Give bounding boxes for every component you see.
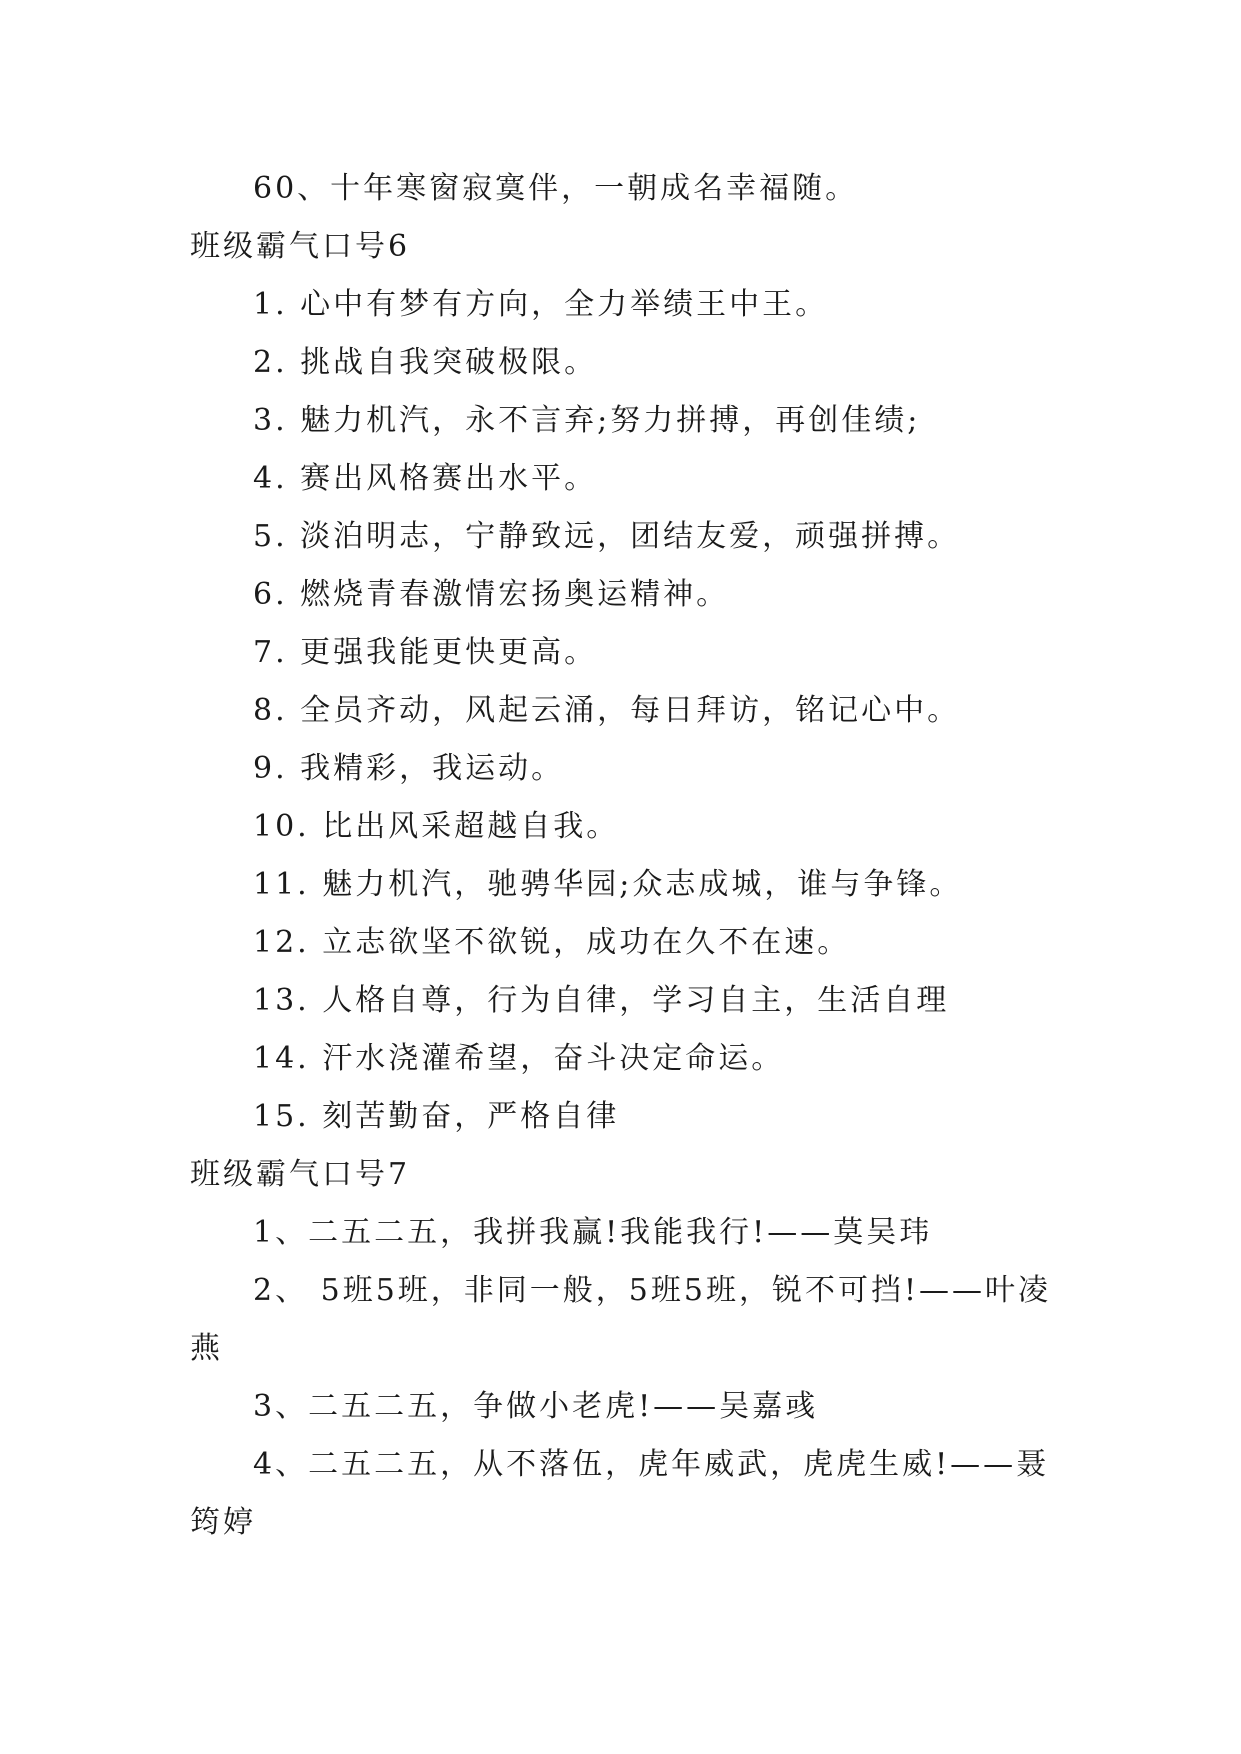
slogan-item: 14. 汗水浇灌希望，奋斗决定命运。 <box>253 1041 785 1076</box>
document-body <box>190 160 1055 1552</box>
section-heading: 班级霸气口号6 <box>190 229 411 264</box>
slogan-item: 12. 立志欲坚不欲锐，成功在久不在速。 <box>253 925 851 960</box>
slogan-item: 9. 我精彩，我运动。 <box>253 751 565 786</box>
slogan-item: 7. 更强我能更快更高。 <box>253 635 598 670</box>
slogan-item: 10. 比出风采超越自我。 <box>253 809 620 844</box>
slogan-item: 11. 魅力机汽，驰骋华园;众志成城，谁与争锋。 <box>253 867 963 902</box>
slogan-item: 1、二五二五，我拼我赢!我能我行!——莫吴玮 <box>253 1215 933 1250</box>
slogan-item: 5. 淡泊明志，宁静致远，团结友爱，顽强拼搏。 <box>253 519 961 554</box>
slogan-item: 60、十年寒窗寂寞伴，一朝成名幸福随。 <box>253 171 859 206</box>
slogan-item: 1. 心中有梦有方向，全力举绩王中王。 <box>253 287 829 322</box>
slogan-item: 3、二五二五，争做小老虎!——吴嘉彧 <box>253 1389 819 1424</box>
slogan-item: 15. 刻苦勤奋，严格自律 <box>253 1099 620 1134</box>
slogan-item: 8. 全员齐动，风起云涌，每日拜访，铭记心中。 <box>253 693 961 728</box>
slogan-item: 13. 人格自尊，行为自律，学习自主，生活自理 <box>253 983 950 1018</box>
slogan-item: 3. 魅力机汽，永不言弃;努力拼搏，再创佳绩; <box>253 403 921 438</box>
slogan-item-wrapped: 2、 5班5班，非同一般，5班5班，锐不可挡!——叶凌燕 <box>190 1273 1052 1366</box>
slogan-item: 2. 挑战自我突破极限。 <box>253 345 598 380</box>
section-heading: 班级霸气口号7 <box>190 1157 411 1192</box>
slogan-item-wrapped: 4、二五二五，从不落伍，虎年威武，虎虎生威!——聂筠婷 <box>190 1447 1050 1540</box>
slogan-item: 4. 赛出风格赛出水平。 <box>253 461 598 496</box>
slogan-item: 6. 燃烧青春激情宏扬奥运精神。 <box>253 577 730 612</box>
